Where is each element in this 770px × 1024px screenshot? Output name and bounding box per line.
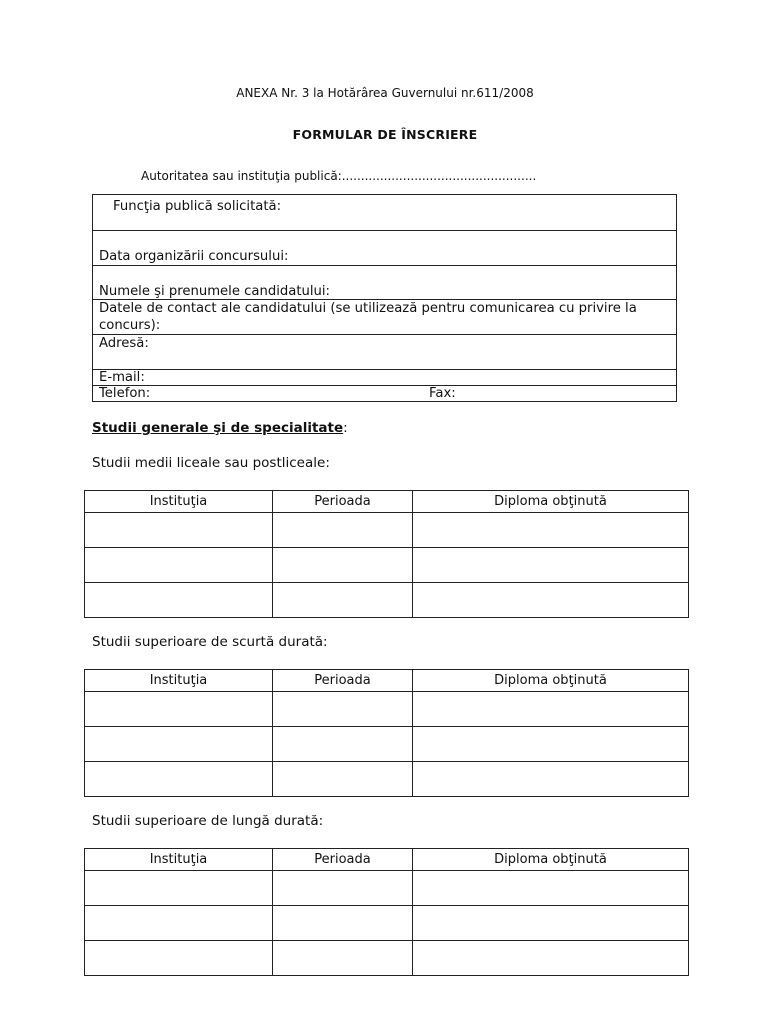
column-header-perioada: Perioada (273, 491, 413, 513)
education-table-lunga-durata (84, 848, 689, 976)
section-label-scurta-durata: Studii superioare de scurtă durată: (92, 634, 328, 650)
column-header-institutia: Instituţia (85, 491, 273, 513)
table-cell[interactable] (413, 692, 689, 727)
table-cell[interactable] (413, 548, 689, 583)
table-row (85, 727, 689, 762)
section-label-lunga-durata: Studii superioare de lungă durată: (92, 813, 324, 829)
table-cell[interactable] (85, 906, 273, 941)
table-cell[interactable] (85, 548, 273, 583)
divider (93, 230, 676, 231)
table-row (85, 762, 689, 797)
datele-contact-label: Datele de contact ale candidatului (se utilizează pentru comunicarea cu privire la (99, 301, 637, 316)
education-table-scurta-durata (84, 669, 689, 797)
table-cell[interactable] (273, 583, 413, 618)
divider (93, 265, 676, 266)
table-cell[interactable] (273, 692, 413, 727)
table-cell[interactable] (413, 906, 689, 941)
table-cell[interactable] (273, 513, 413, 548)
table-row (85, 548, 689, 583)
telefon-field[interactable]: Telefon: (99, 386, 151, 401)
table-row (85, 871, 689, 906)
annex-reference: ANEXA Nr. 3 la Hotărârea Guvernului nr.611/2008 (236, 86, 534, 100)
table-cell[interactable] (413, 941, 689, 976)
nume-field[interactable]: Numele şi prenumele candidatului: (99, 284, 330, 299)
adresa-field[interactable]: Adresă: (99, 336, 149, 351)
table-cell[interactable] (413, 583, 689, 618)
email-field[interactable]: E-mail: (99, 370, 145, 385)
table-cell[interactable] (273, 906, 413, 941)
column-header-institutia: Instituţia (85, 849, 273, 871)
table-cell[interactable] (85, 692, 273, 727)
table-row (85, 906, 689, 941)
table-cell[interactable] (273, 727, 413, 762)
section-label-licee: Studii medii liceale sau postliceale: (92, 455, 330, 471)
table-cell[interactable] (85, 727, 273, 762)
column-header-institutia: Instituţia (85, 670, 273, 692)
studii-heading-text: Studii generale şi de specialitate (92, 420, 344, 436)
table-cell[interactable] (85, 941, 273, 976)
column-header-diploma: Diploma obţinută (413, 491, 689, 513)
table-row (85, 692, 689, 727)
table-cell[interactable] (413, 727, 689, 762)
table-cell[interactable] (85, 871, 273, 906)
form-title: FORMULAR DE ÎNSCRIERE (292, 127, 478, 142)
column-header-perioada: Perioada (273, 849, 413, 871)
table-row (85, 513, 689, 548)
table-cell[interactable] (273, 762, 413, 797)
table-cell[interactable] (413, 871, 689, 906)
column-header-diploma: Diploma obţinută (413, 670, 689, 692)
divider (93, 334, 676, 335)
table-cell[interactable] (85, 583, 273, 618)
divider (93, 385, 676, 386)
divider (93, 369, 676, 370)
table-cell[interactable] (413, 762, 689, 797)
table-cell[interactable] (273, 941, 413, 976)
education-table-licee (84, 490, 689, 618)
table-cell[interactable] (413, 513, 689, 548)
table-cell[interactable] (85, 513, 273, 548)
table-cell[interactable] (273, 548, 413, 583)
table-row (85, 583, 689, 618)
datele-contact-label-cont: concurs): (99, 318, 161, 333)
column-header-perioada: Perioada (273, 670, 413, 692)
studii-heading (92, 420, 348, 436)
authority-line[interactable]: Autoritatea sau instituţia publică:................................................... (141, 169, 537, 183)
studii-heading-colon: : (343, 420, 348, 436)
table-cell[interactable] (273, 871, 413, 906)
fax-field[interactable]: Fax: (429, 386, 456, 401)
applicant-info-box (92, 194, 677, 402)
table-row (85, 941, 689, 976)
column-header-diploma: Diploma obţinută (413, 849, 689, 871)
functia-field[interactable]: Funcţia publică solicitată: (113, 199, 282, 214)
table-cell[interactable] (85, 762, 273, 797)
data-concurs-field[interactable]: Data organizării concursului: (99, 249, 289, 264)
